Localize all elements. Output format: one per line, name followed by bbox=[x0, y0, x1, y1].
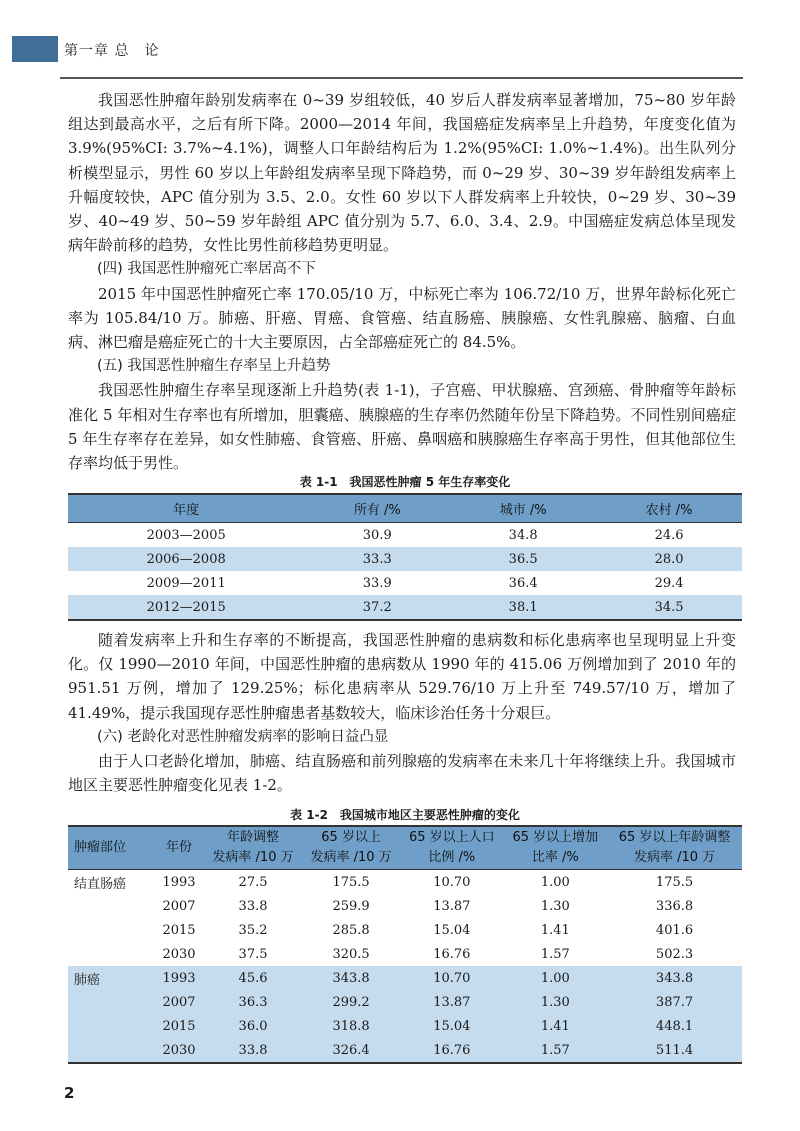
table-cell: 45.6 bbox=[204, 966, 302, 990]
table2-caption: 表 1-2 我国城市地区主要恶性肿瘤的变化 bbox=[290, 808, 520, 822]
header-line: 65 岁以上人口 bbox=[408, 830, 495, 845]
table-cell: 511.4 bbox=[607, 1038, 742, 1063]
section-heading: (四) 我国恶性肿瘤死亡率居高不下 bbox=[97, 261, 316, 278]
header-line: 65 岁以上年龄调整 bbox=[618, 830, 731, 845]
table-cell: 13.87 bbox=[400, 990, 503, 1014]
header-line: 发病率 /10 万 bbox=[310, 850, 392, 865]
chapter-header-block bbox=[12, 36, 58, 62]
tumor-site-cell bbox=[68, 894, 154, 918]
paragraph: 我国恶性肿瘤年龄别发病率在 0~39 岁组较低，40 岁后人群发病率显著增加，75~80 岁年龄组达到最高水平，之后有所下降。2000—2014 年间，我国癌症发病率呈上升趋势，年度变化值为 3.9%(95%CI: 3.7%~4.1%)，调整人口年龄结构后为 1.2%(95%CI: 1.0%~1.4%)。出生队列分析模型显示，男性 60 岁以上年龄组发病率呈现下降趋势，而 0~29 岁、30~39 岁年龄组发病率上升幅度较快，APC 值分别为 3.5、2.0。女性 60 岁以下人群发病率上升较快，0~29 岁、30~39 岁、40~49 岁、50~59 岁年龄组 APC 值分别为 5.7、6.0、3.4、2.9。中国癌症发病总体呈现发病年龄前移的趋势，女性比男性前移趋势更明显。 bbox=[68, 91, 736, 255]
text-block-2 bbox=[68, 628, 736, 797]
header-line: 发病率 /10 万 bbox=[212, 850, 294, 865]
table-cell: 36.4 bbox=[508, 575, 538, 591]
table-cell: 175.5 bbox=[332, 874, 370, 890]
column-header bbox=[504, 826, 607, 870]
table-cell: 28.0 bbox=[596, 547, 742, 571]
table-cell: 387.7 bbox=[607, 990, 742, 1014]
column-header bbox=[68, 826, 154, 870]
header-line: 比例 /% bbox=[428, 850, 476, 865]
table-cell: 326.4 bbox=[302, 1038, 400, 1063]
table-cell: 33.3 bbox=[304, 547, 450, 571]
table-cell: 33.9 bbox=[362, 575, 392, 591]
table-cell: 343.8 bbox=[302, 966, 400, 990]
table-row bbox=[68, 870, 742, 895]
table-cell: 2015 bbox=[154, 1014, 204, 1038]
table-cell: 2007 bbox=[154, 990, 204, 1014]
table-row bbox=[68, 966, 742, 990]
paragraph: 由于人口老龄化增加，肺癌、结直肠癌和前列腺癌的发病率在未来几十年将继续上升。我国城市地区主要恶性肿瘤变化见表 1-2。 bbox=[68, 752, 736, 795]
table1-caption: 表 1-1 我国恶性肿瘤 5 年生存率变化 bbox=[299, 475, 511, 489]
table-cell: 448.1 bbox=[607, 1014, 742, 1038]
table-cell: 1993 bbox=[154, 966, 204, 990]
table-cell: 37.2 bbox=[304, 595, 450, 620]
table-cell: 299.2 bbox=[302, 990, 400, 1014]
column-header: 城市 /% bbox=[450, 494, 596, 523]
table-cell: 336.8 bbox=[655, 898, 694, 914]
table-cell: 15.04 bbox=[400, 1014, 503, 1038]
table-cell: 1.41 bbox=[540, 922, 570, 938]
table-row bbox=[68, 942, 742, 966]
table-cell: 1993 bbox=[162, 874, 196, 890]
header-rule bbox=[60, 77, 743, 79]
table-cell: 1.57 bbox=[540, 946, 570, 962]
header-line: 年龄调整 bbox=[227, 830, 280, 845]
table-cell: 38.1 bbox=[450, 595, 596, 620]
table-cell: 2015 bbox=[162, 922, 196, 938]
table-cell: 502.3 bbox=[655, 946, 694, 962]
table-urban-cancer-change bbox=[68, 825, 742, 1064]
table-row bbox=[68, 523, 742, 548]
table-cell: 10.70 bbox=[433, 874, 471, 890]
table-cell: 2012—2015 bbox=[68, 595, 304, 620]
table-cell: 2030 bbox=[162, 946, 196, 962]
table-cell: 13.87 bbox=[433, 898, 471, 914]
column-header bbox=[302, 826, 400, 870]
table-cell: 2003—2005 bbox=[146, 527, 226, 543]
table-cell: 34.8 bbox=[508, 527, 538, 543]
table-cell: 1.41 bbox=[504, 1014, 607, 1038]
column-header: 年度 bbox=[68, 494, 304, 523]
column-header: 所有 /% bbox=[304, 494, 450, 523]
table-cell: 34.5 bbox=[596, 595, 742, 620]
section-heading: (六) 老龄化对恶性肿瘤发病率的影响日益凸显 bbox=[97, 728, 389, 745]
table-cell: 1.00 bbox=[540, 874, 570, 890]
tumor-site-cell bbox=[68, 918, 154, 942]
tumor-site-cell bbox=[68, 1038, 154, 1063]
table-cell: 1.30 bbox=[540, 898, 570, 914]
table-cell: 175.5 bbox=[655, 874, 694, 890]
column-header bbox=[607, 826, 742, 870]
header-line: 65 岁以上增加 bbox=[512, 830, 599, 845]
table-cell: 2007 bbox=[162, 898, 196, 914]
table-cell: 29.4 bbox=[654, 575, 684, 591]
tumor-site-cell: 结直肠癌 bbox=[74, 876, 127, 892]
column-header bbox=[400, 826, 503, 870]
table-row bbox=[68, 918, 742, 942]
table-cell: 10.70 bbox=[400, 966, 503, 990]
table-row bbox=[68, 894, 742, 918]
column-header bbox=[154, 826, 204, 870]
table-cell: 15.04 bbox=[433, 922, 471, 938]
column-header: 农村 /% bbox=[596, 494, 742, 523]
section-heading: (五) 我国恶性肿瘤生存率呈上升趋势 bbox=[97, 358, 331, 375]
tumor-site-cell bbox=[68, 990, 154, 1014]
table-cell: 30.9 bbox=[362, 527, 392, 543]
table-cell: 35.2 bbox=[238, 922, 268, 938]
tumor-site-cell bbox=[68, 1014, 154, 1038]
paragraph: 2015 年中国恶性肿瘤死亡率 170.05/10 万，中标死亡率为 106.72/10 万，世界年龄标化死亡率为 105.84/10 万。肺癌、肝癌、胃癌、食管癌、结直肠癌、胰腺癌、女性乳腺癌、脑瘤、白血病、淋巴瘤是癌症死亡的十大主要原因，占全部癌症死亡的 84.5%。 bbox=[68, 284, 736, 352]
tumor-site-cell bbox=[68, 942, 154, 966]
paragraph: 随着发病率上升和生存率的不断提高，我国恶性肿瘤的患病数和标化患病率也呈现明显上升变化。仅 1990—2010 年间，中国恶性肿瘤的患病数从 1990 年的 415.06 万例增加到了 2010 年的 951.51 万例，增加了 129.25%；标化患病率从 529.76/10 万上升至 749.57/10 万，增加了 41.49%，提示我国现存恶性肿瘤患者基数较大，临床诊治任务十分艰巨。 bbox=[68, 631, 736, 722]
table-cell: 1.57 bbox=[504, 1038, 607, 1063]
header-line: 比率 /% bbox=[531, 850, 579, 865]
text-block-1 bbox=[68, 88, 736, 475]
table-row bbox=[68, 571, 742, 595]
table-cell: 285.8 bbox=[332, 922, 370, 938]
header-line: 发病率 /10 万 bbox=[633, 850, 716, 865]
table-row bbox=[68, 1038, 742, 1063]
table-cell: 33.8 bbox=[204, 1038, 302, 1063]
table-cell: 36.3 bbox=[204, 990, 302, 1014]
table-cell: 24.6 bbox=[654, 527, 684, 543]
table-cell: 2009—2011 bbox=[146, 575, 226, 591]
table-cell: 1.30 bbox=[504, 990, 607, 1014]
table-cell: 1.00 bbox=[504, 966, 607, 990]
table-cell: 16.76 bbox=[400, 1038, 503, 1063]
table-cell: 36.0 bbox=[204, 1014, 302, 1038]
table-cell: 37.5 bbox=[238, 946, 268, 962]
table-survival-rate bbox=[68, 493, 742, 621]
table-row bbox=[68, 1014, 742, 1038]
table-cell: 2030 bbox=[154, 1038, 204, 1063]
table-cell: 36.5 bbox=[450, 547, 596, 571]
tumor-site-cell: 肺癌 bbox=[68, 966, 154, 990]
table-cell: 259.9 bbox=[332, 898, 370, 914]
table-cell: 27.5 bbox=[238, 874, 268, 890]
table-row bbox=[68, 990, 742, 1014]
table-cell: 33.8 bbox=[238, 898, 268, 914]
header-line: 肿瘤部位 bbox=[74, 840, 127, 855]
paragraph: 我国恶性肿瘤生存率呈现逐渐上升趋势(表 1-1)，子宫癌、甲状腺癌、宫颈癌、骨肿瘤等年龄标准化 5 年相对生存率也有所增加，胆囊癌、胰腺癌的生存率仍然随年份呈下降趋势。不同性别间癌症 5 年生存率存在差异，如女性肺癌、食管癌、肝癌、鼻咽癌和胰腺癌生存率高于男性，但其他部位生存率均低于男性。 bbox=[68, 381, 736, 473]
table-cell: 401.6 bbox=[655, 922, 694, 938]
column-header bbox=[204, 826, 302, 870]
table-row bbox=[68, 595, 742, 620]
table-cell: 343.8 bbox=[607, 966, 742, 990]
chapter-title: 第一章 总 论 bbox=[64, 43, 160, 59]
table-cell: 2006—2008 bbox=[68, 547, 304, 571]
table-row bbox=[68, 547, 742, 571]
table-cell: 320.5 bbox=[332, 946, 370, 962]
table-cell: 16.76 bbox=[433, 946, 471, 962]
page-number: 2 bbox=[64, 1084, 75, 1102]
table-cell: 318.8 bbox=[302, 1014, 400, 1038]
header-line: 年份 bbox=[165, 840, 192, 855]
header-line: 65 岁以上 bbox=[321, 830, 381, 845]
